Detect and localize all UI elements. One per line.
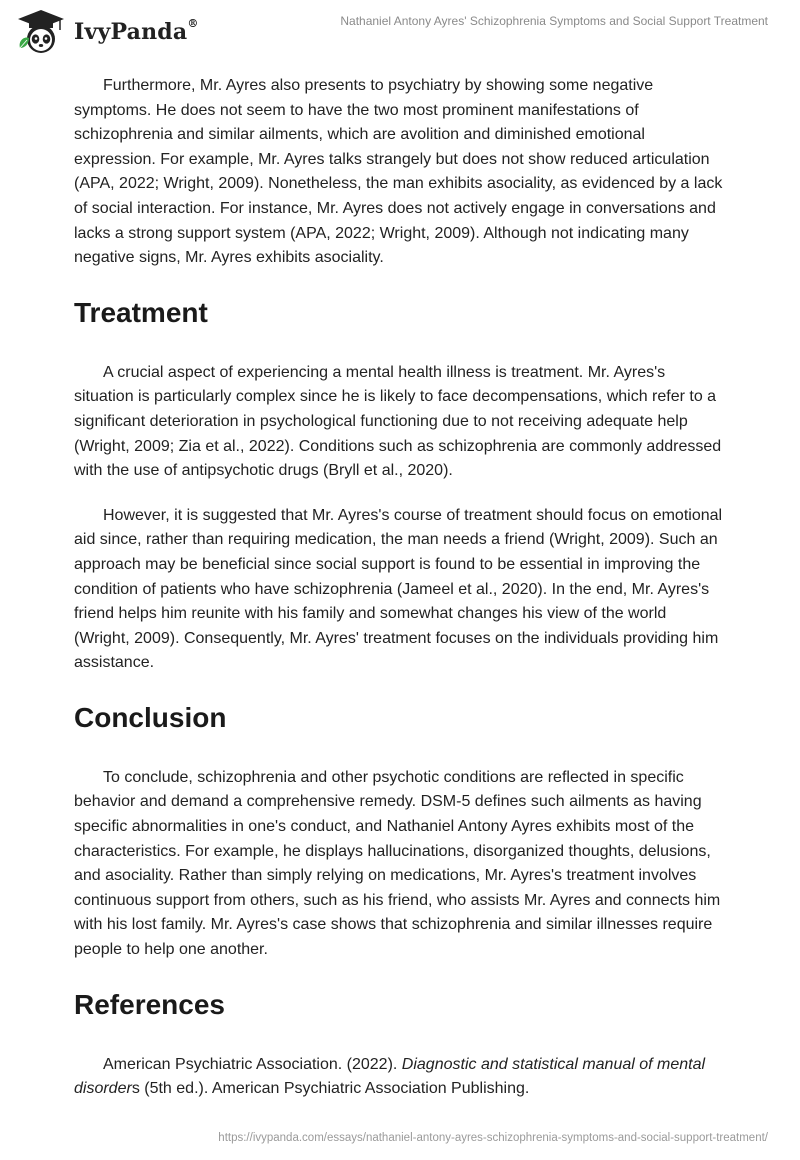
treatment-paragraph-2: However, it is suggested that Mr. Ayres's course of treatment should focus on emotional aid since, rather than requiring medication, the man needs a friend (Wright, 2009). Such an approach may be beneficial since social support is found to be essential in improving the condition of patients who have schizophrenia (Jameel et al., 2020). In the end, Mr. Ayres's friend helps him reunite with his family and somewhat changes his view of the world (Wright, 2009). Consequently, Mr. Ayres' treatment focuses on the individuals providing him assistance. [74,506,723,672]
reference-authors: American Psychiatric Association. (2022). [103,1055,402,1073]
conclusion-paragraph: To conclude, schizophrenia and other psychotic conditions are reflected in specific behavior and demand a comprehensive remedy. DSM-5 defines such ailments as having specific abnormalities in one's conduct, and Nathaniel Antony Ayres exhibits most of the characteristics. For example, he displays hallucinations, disorganized thoughts, delusions, and asociality. Rather than simply relying on medications, Mr. Ayres's treatment involves continuous support from others, such as his friend, who assists Mr. Ayres and connects him with his lost family. Mr. Ayres's case shows that schizophrenia and similar illnesses require people to help one another. [74,768,721,959]
document-title: Nathaniel Antony Ayres' Schizophrenia Symptoms and Social Support Treatment [340,14,768,28]
conclusion-heading: Conclusion [74,701,227,733]
essay-body [74,74,726,1122]
logo-wordmark: IvyPanda [74,19,188,45]
page-header [0,0,800,70]
treatment-heading: Treatment [74,296,208,328]
reference-entry [74,1053,726,1102]
treatment-paragraph-1: A crucial aspect of experiencing a mental health illness is treatment. Mr. Ayres's situation is particularly complex since he is likely to face decompensations, which refer to a significant deterioration in psychological functioning due to not receiving adequate help (Wright, 2009; Zia et al., 2022). Conditions such as schizophrenia are commonly addressed with the use of antipsychotic drugs (Bryll et al., 2020). [74,363,722,480]
reference-title: Diagnostic and statistical manual of mental disorder [74,1055,706,1098]
panda-graduate-icon [14,8,68,56]
intro-paragraph: Furthermore, Mr. Ayres also presents to psychiatry by showing some negative symptoms. He does not seem to have the two most prominent manifestations of schizophrenia and similar ailments, which are avolition and diminished emotional expression. For example, Mr. Ayres talks strangely but does not show reduced articulation (APA, 2022; Wright, 2009). Nonetheless, the man exhibits asociality, as evidenced by a lack of social interaction. For instance, Mr. Ayres does not actively engage in conversations and lacks a strong support system (APA, 2022; Wright, 2009). Although not indicating many negative signs, Mr. Ayres exhibits asociality. [74,77,723,267]
source-url[interactable]: https://ivypanda.com/essays/nathaniel-antony-ayres-schizophrenia-symptoms-and-social-support-treatment/ [218,1132,768,1144]
references-heading: References [74,988,225,1020]
ivypanda-logo[interactable] [14,8,199,56]
registered-mark: ® [187,16,199,30]
reference-publisher: s (5th ed.). American Psychiatric Association Publishing. [131,1080,530,1098]
